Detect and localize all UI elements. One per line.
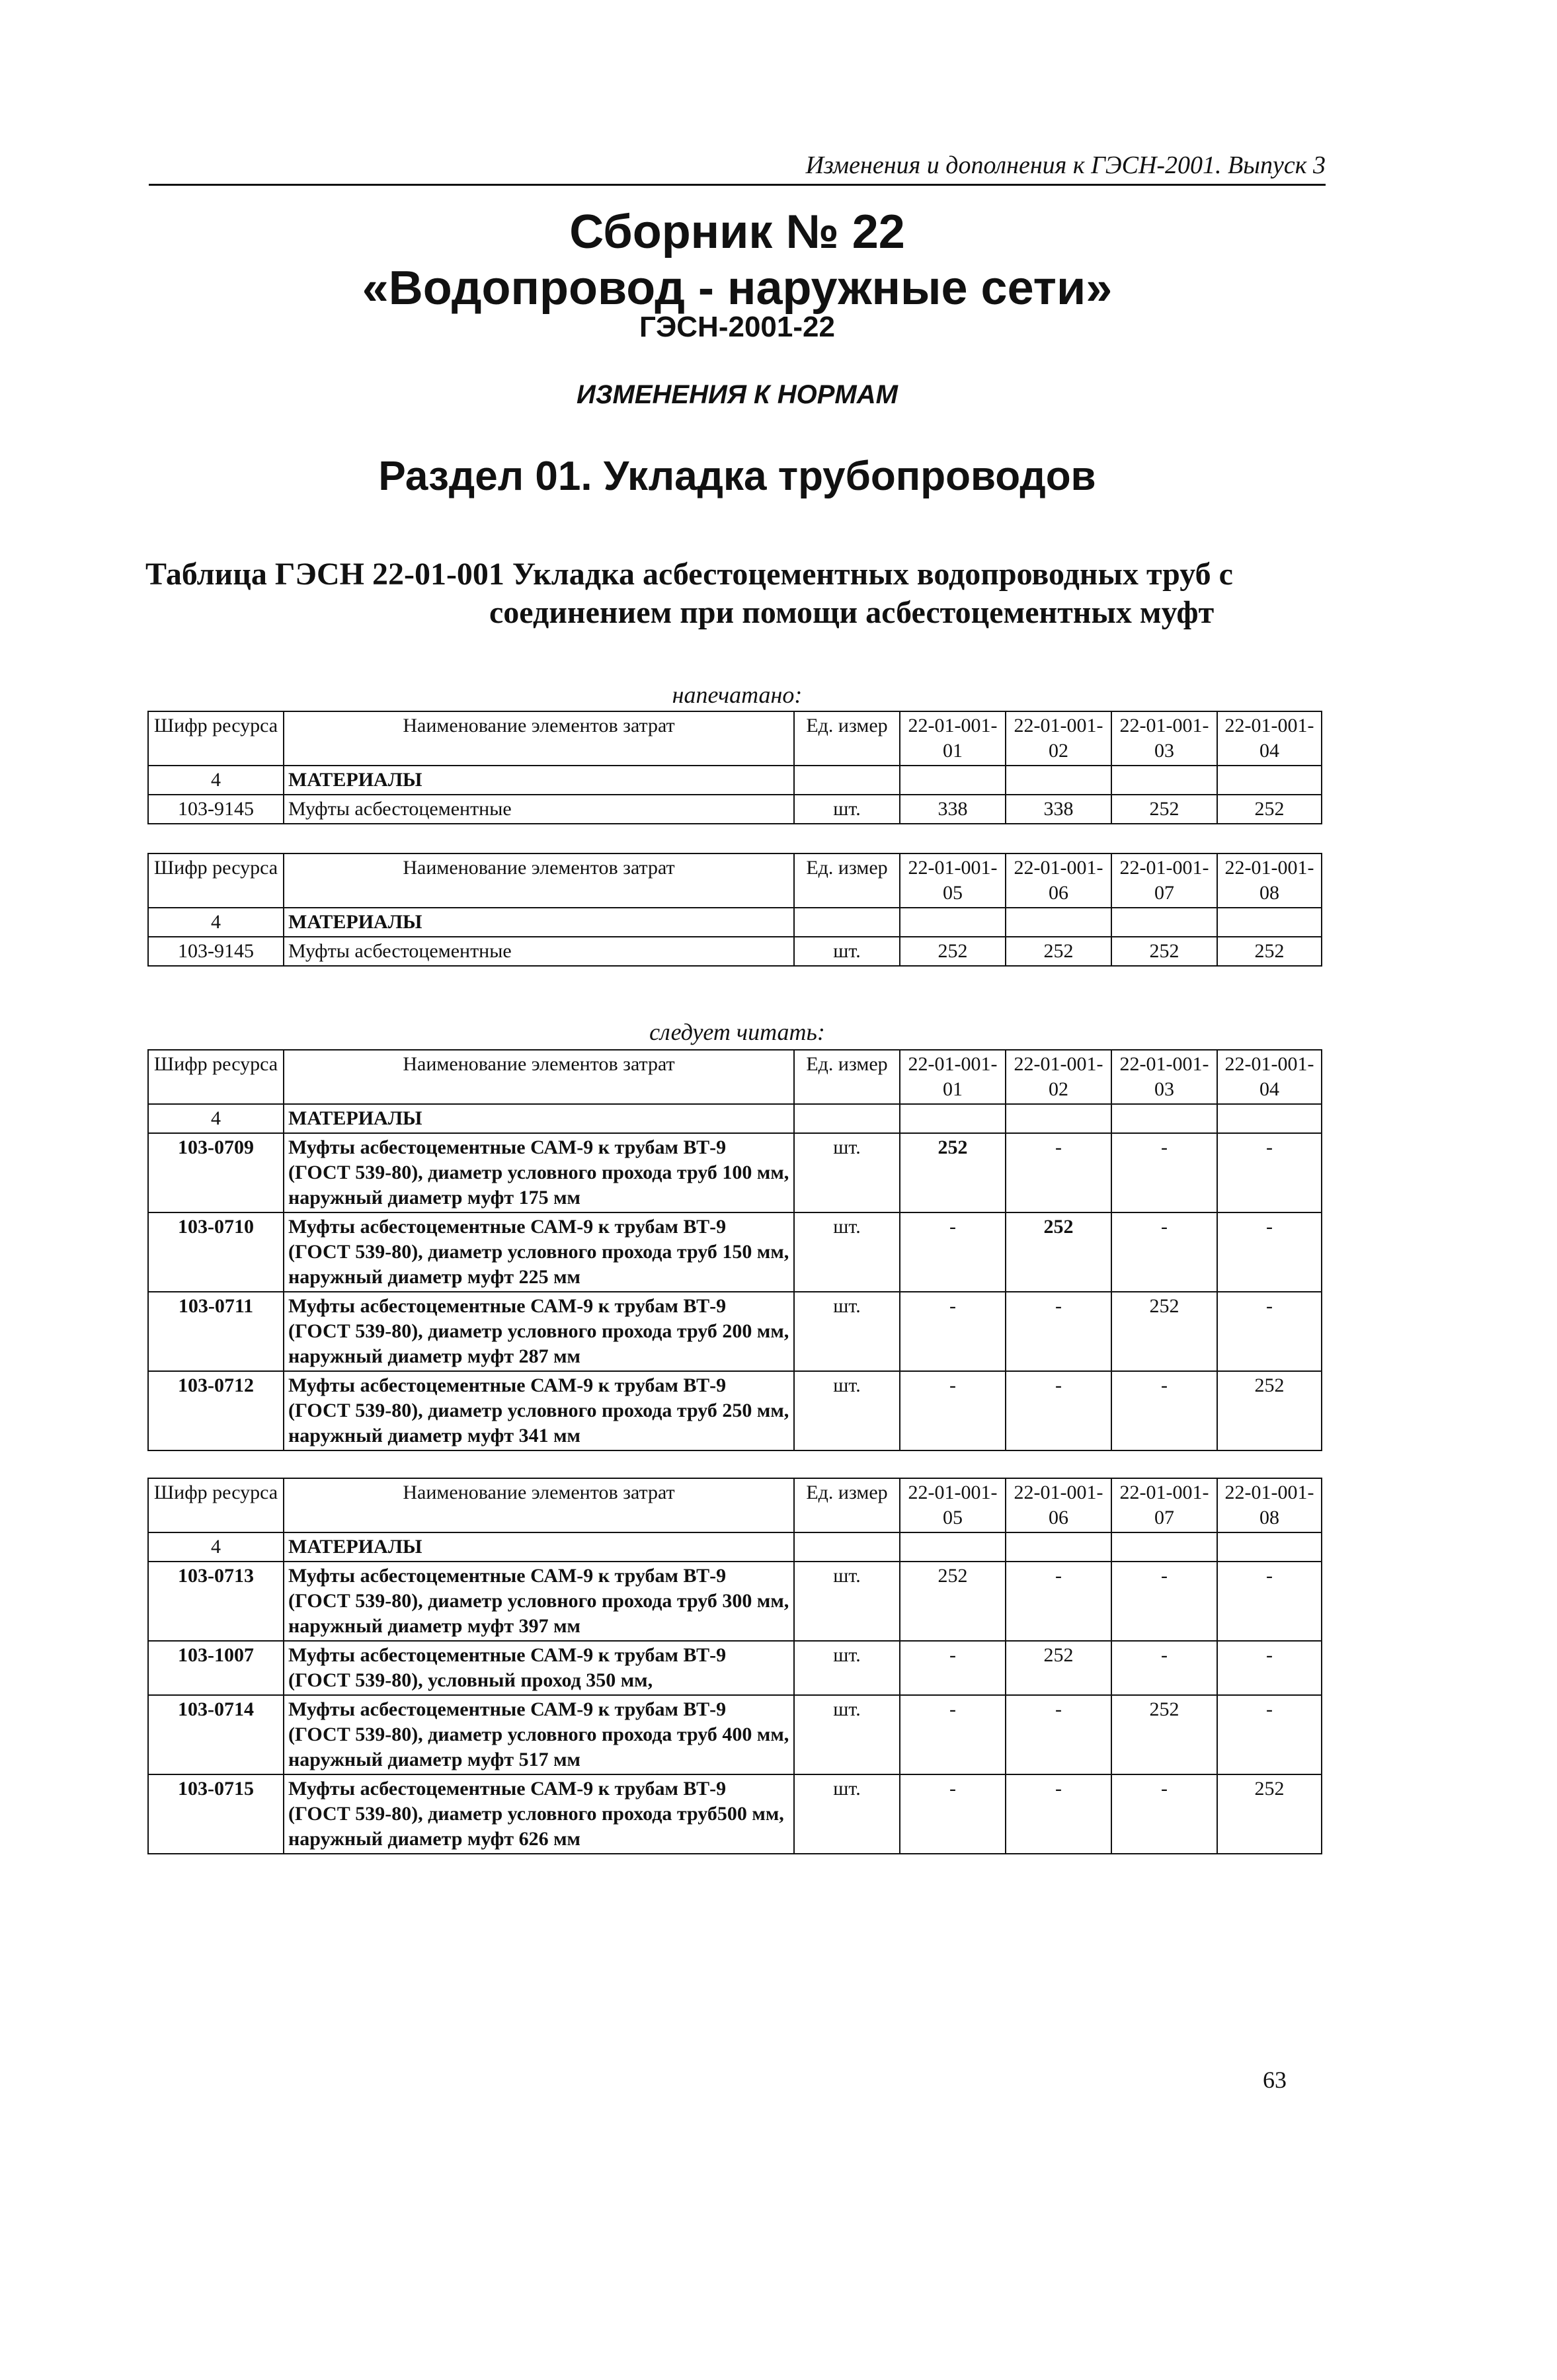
value-cell: - bbox=[900, 1292, 1006, 1371]
header-unit: Ед. измер bbox=[794, 1050, 900, 1104]
unit-cell: шт. bbox=[794, 1695, 900, 1774]
table-row bbox=[148, 937, 1322, 966]
value-cell: 252 bbox=[1217, 937, 1322, 966]
page-number: 63 bbox=[1263, 2067, 1287, 2093]
resource-name: Муфты асбестоцементные САМ-9 к трубам ВТ-9 (ГОСТ 539-80), диаметр условного прохода труб 200 мм, наружный диаметр муфт 287 мм bbox=[284, 1292, 794, 1371]
value-cell: - bbox=[1217, 1292, 1322, 1371]
header-norm-col: 22-01-001-04 bbox=[1217, 711, 1322, 766]
printed-label: напечатано: bbox=[672, 682, 803, 708]
resource-code: 103-0713 bbox=[148, 1562, 284, 1641]
value-cell: 252 bbox=[1006, 1212, 1111, 1292]
value-cell: 252 bbox=[1217, 795, 1322, 824]
value-cell: 252 bbox=[1111, 1695, 1217, 1774]
resource-name: Муфты асбестоцементные bbox=[284, 937, 794, 966]
value-cell: - bbox=[1217, 1641, 1322, 1695]
table-row bbox=[148, 1292, 1322, 1371]
header-unit: Ед. измер bbox=[794, 853, 900, 908]
value-cell: - bbox=[1111, 1133, 1217, 1212]
group-row bbox=[148, 1104, 1322, 1133]
table-row bbox=[148, 1641, 1322, 1695]
header-name: Наименование элементов затрат bbox=[284, 711, 794, 766]
value-cell: - bbox=[900, 1641, 1006, 1695]
read-label: следует читать: bbox=[649, 1019, 825, 1045]
section-title: Раздел 01. Укладка трубопроводов bbox=[378, 454, 1096, 499]
header-norm-col: 22-01-001-03 bbox=[1111, 1050, 1217, 1104]
resource-name: Муфты асбестоцементные САМ-9 к трубам ВТ-9 (ГОСТ 539-80), диаметр условного прохода труб 250 мм, наружный диаметр муфт 341 мм bbox=[284, 1371, 794, 1450]
value-cell: - bbox=[1006, 1695, 1111, 1774]
table-row bbox=[148, 1133, 1322, 1212]
table-header-row bbox=[148, 1478, 1322, 1532]
value-cell: - bbox=[1111, 1641, 1217, 1695]
unit-cell: шт. bbox=[794, 1371, 900, 1450]
value-cell: - bbox=[900, 1212, 1006, 1292]
value-cell: - bbox=[1006, 1774, 1111, 1854]
value-cell: - bbox=[1006, 1133, 1111, 1212]
group-code: 4 bbox=[148, 1104, 284, 1133]
unit-cell: шт. bbox=[794, 1641, 900, 1695]
header-norm-col: 22-01-001-03 bbox=[1111, 711, 1217, 766]
group-code: 4 bbox=[148, 908, 284, 937]
header-name: Наименование элементов затрат bbox=[284, 1050, 794, 1104]
group-name: МАТЕРИАЛЫ bbox=[284, 1104, 794, 1133]
collection-subtitle: «Водопровод - наружные сети» bbox=[362, 262, 1113, 315]
header-code: Шифр ресурса bbox=[148, 853, 284, 908]
resource-code: 103-0714 bbox=[148, 1695, 284, 1774]
header-norm-col: 22-01-001-05 bbox=[900, 853, 1006, 908]
table-header-row bbox=[148, 853, 1322, 908]
header-norm-col: 22-01-001-04 bbox=[1217, 1050, 1322, 1104]
read-table-2 bbox=[147, 1478, 1322, 1854]
resource-name: Муфты асбестоцементные САМ-9 к трубам ВТ-9 (ГОСТ 539-80), диаметр условного прохода труб 300 мм, наружный диаметр муфт 397 мм bbox=[284, 1562, 794, 1641]
value-cell: 252 bbox=[1006, 1641, 1111, 1695]
value-cell: - bbox=[1217, 1562, 1322, 1641]
header-code: Шифр ресурса bbox=[148, 1478, 284, 1532]
header-norm-col: 22-01-001-05 bbox=[900, 1478, 1006, 1532]
header-norm-col: 22-01-001-07 bbox=[1111, 853, 1217, 908]
header-unit: Ед. измер bbox=[794, 711, 900, 766]
header-name: Наименование элементов затрат bbox=[284, 853, 794, 908]
unit-cell: шт. bbox=[794, 1292, 900, 1371]
resource-name: Муфты асбестоцементные САМ-9 к трубам ВТ-9 (ГОСТ 539-80), диаметр условного прохода труб 150 мм, наружный диаметр муфт 225 мм bbox=[284, 1212, 794, 1292]
header-norm-col: 22-01-001-07 bbox=[1111, 1478, 1217, 1532]
collection-title: Сборник № 22 bbox=[569, 206, 905, 258]
table-caption-line-1: Таблица ГЭСН 22-01-001 Укладка асбестоцементных водопроводных труб с bbox=[145, 557, 1233, 592]
value-cell: 252 bbox=[900, 937, 1006, 966]
read-table-1 bbox=[147, 1049, 1322, 1451]
header-code: Шифр ресурса bbox=[148, 1050, 284, 1104]
value-cell: - bbox=[1111, 1212, 1217, 1292]
resource-name: Муфты асбестоцементные САМ-9 к трубам ВТ-9 (ГОСТ 539-80), диаметр условного прохода труб 100 мм, наружный диаметр муфт 175 мм bbox=[284, 1133, 794, 1212]
header-norm-col: 22-01-001-06 bbox=[1006, 1478, 1111, 1532]
resource-code: 103-9145 bbox=[148, 795, 284, 824]
group-row bbox=[148, 908, 1322, 937]
header-code: Шифр ресурса bbox=[148, 711, 284, 766]
header-norm-col: 22-01-001-06 bbox=[1006, 853, 1111, 908]
header-norm-col: 22-01-001-08 bbox=[1217, 853, 1322, 908]
value-cell: - bbox=[1111, 1562, 1217, 1641]
value-cell: - bbox=[900, 1371, 1006, 1450]
group-name: МАТЕРИАЛЫ bbox=[284, 1532, 794, 1562]
value-cell: 252 bbox=[1111, 795, 1217, 824]
value-cell: 252 bbox=[900, 1133, 1006, 1212]
table-caption-line-2: соединением при помощи асбестоцементных муфт bbox=[489, 595, 1215, 630]
resource-code: 103-0709 bbox=[148, 1133, 284, 1212]
group-row bbox=[148, 766, 1322, 795]
resource-code: 103-0715 bbox=[148, 1774, 284, 1854]
changes-note: ИЗМЕНЕНИЯ К НОРМАМ bbox=[577, 380, 898, 409]
table-caption bbox=[145, 555, 1336, 632]
resource-name: Муфты асбестоцементные САМ-9 к трубам ВТ-9 (ГОСТ 539-80), диаметр условного прохода труб500 мм, наружный диаметр муфт 626 мм bbox=[284, 1774, 794, 1854]
resource-name: Муфты асбестоцементные bbox=[284, 795, 794, 824]
resource-code: 103-0712 bbox=[148, 1371, 284, 1450]
resource-code: 103-1007 bbox=[148, 1641, 284, 1695]
value-cell: 252 bbox=[1111, 1292, 1217, 1371]
value-cell: - bbox=[1006, 1292, 1111, 1371]
unit-cell: шт. bbox=[794, 1133, 900, 1212]
group-name: МАТЕРИАЛЫ bbox=[284, 766, 794, 795]
group-name: МАТЕРИАЛЫ bbox=[284, 908, 794, 937]
collection-code: ГЭСН-2001-22 bbox=[639, 311, 835, 343]
printed-table-2 bbox=[147, 853, 1322, 967]
value-cell: - bbox=[1006, 1371, 1111, 1450]
resource-code: 103-0710 bbox=[148, 1212, 284, 1292]
table-row bbox=[148, 1695, 1322, 1774]
printed-table-1 bbox=[147, 711, 1322, 824]
table-row bbox=[148, 1774, 1322, 1854]
header-norm-col: 22-01-001-08 bbox=[1217, 1478, 1322, 1532]
unit-cell: шт. bbox=[794, 1774, 900, 1854]
table-row bbox=[148, 795, 1322, 824]
header-norm-col: 22-01-001-02 bbox=[1006, 1050, 1111, 1104]
resource-code: 103-0711 bbox=[148, 1292, 284, 1371]
table-row bbox=[148, 1371, 1322, 1450]
value-cell: 252 bbox=[1217, 1774, 1322, 1854]
group-code: 4 bbox=[148, 1532, 284, 1562]
value-cell: 338 bbox=[900, 795, 1006, 824]
header-rule bbox=[149, 184, 1326, 186]
value-cell: - bbox=[1217, 1212, 1322, 1292]
value-cell: - bbox=[900, 1695, 1006, 1774]
unit-cell: шт. bbox=[794, 1212, 900, 1292]
header-norm-col: 22-01-001-01 bbox=[900, 711, 1006, 766]
table-row bbox=[148, 1562, 1322, 1641]
value-cell: - bbox=[1111, 1774, 1217, 1854]
group-row bbox=[148, 1532, 1322, 1562]
header-unit: Ед. измер bbox=[794, 1478, 900, 1532]
value-cell: - bbox=[1217, 1133, 1322, 1212]
value-cell: 252 bbox=[900, 1562, 1006, 1641]
header-name: Наименование элементов затрат bbox=[284, 1478, 794, 1532]
value-cell: 338 bbox=[1006, 795, 1111, 824]
resource-name: Муфты асбестоцементные САМ-9 к трубам ВТ-9 (ГОСТ 539-80), условный проход 350 мм, bbox=[284, 1641, 794, 1695]
value-cell: - bbox=[1217, 1695, 1322, 1774]
resource-code: 103-9145 bbox=[148, 937, 284, 966]
value-cell: - bbox=[1006, 1562, 1111, 1641]
table-header-row bbox=[148, 711, 1322, 766]
value-cell: - bbox=[900, 1774, 1006, 1854]
header-norm-col: 22-01-001-01 bbox=[900, 1050, 1006, 1104]
table-row bbox=[148, 1212, 1322, 1292]
value-cell: 252 bbox=[1111, 937, 1217, 966]
header-norm-col: 22-01-001-02 bbox=[1006, 711, 1111, 766]
resource-name: Муфты асбестоцементные САМ-9 к трубам ВТ-9 (ГОСТ 539-80), диаметр условного прохода труб 400 мм, наружный диаметр муфт 517 мм bbox=[284, 1695, 794, 1774]
running-header: Изменения и дополнения к ГЭСН-2001. Выпуск 3 bbox=[805, 151, 1326, 179]
unit-cell: шт. bbox=[794, 1562, 900, 1641]
value-cell: 252 bbox=[1217, 1371, 1322, 1450]
unit-cell: шт. bbox=[794, 937, 900, 966]
value-cell: 252 bbox=[1006, 937, 1111, 966]
unit-cell: шт. bbox=[794, 795, 900, 824]
group-code: 4 bbox=[148, 766, 284, 795]
table-header-row bbox=[148, 1050, 1322, 1104]
value-cell: - bbox=[1111, 1371, 1217, 1450]
